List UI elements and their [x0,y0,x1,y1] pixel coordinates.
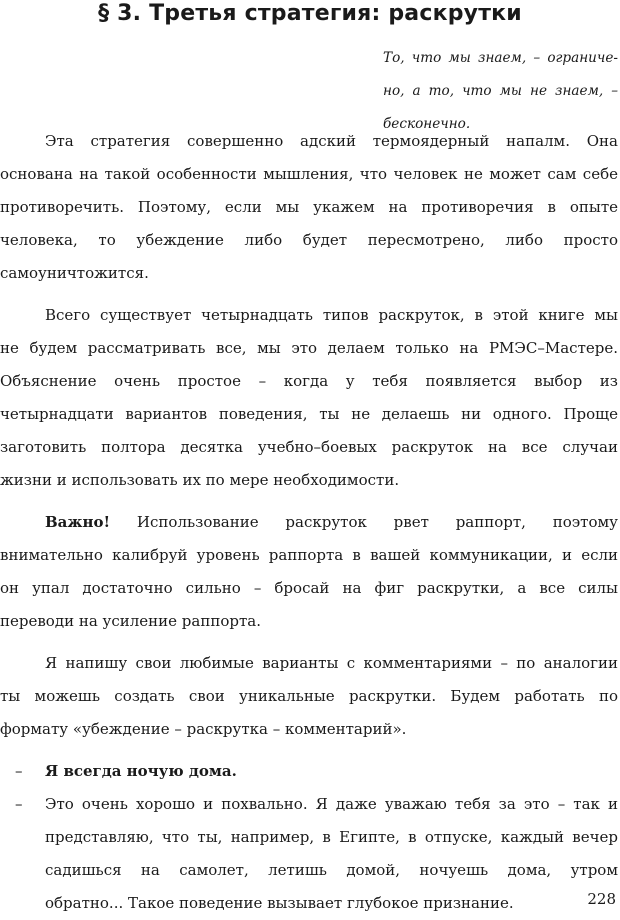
epigraph-line: бесконечно. [383,116,471,132]
paragraph [0,299,618,497]
text-line: самоуничтожится. [0,264,149,282]
bold-lead: Важно! [45,513,111,531]
text-line: Я напишу свои любимые варианты с комментариями – по аналогии [45,654,618,672]
text-line: основана на такой особенности мышления, что человек не может сам себе [0,165,618,183]
text-line: заготовить полтора десятка учебно–боевых раскруток на все случаи [0,438,618,456]
paragraph [0,125,618,290]
text-line: человека, то убеждение либо будет пересмотрено, либо просто [0,231,618,249]
paragraph [0,647,618,746]
body-text [0,125,618,920]
text-line: формату «убеждение – раскрутка – комментарий». [0,720,407,738]
text-line: противоречить. Поэтому, если мы укажем на противоречия в опыте [0,198,618,216]
text-line: ты можешь создать свои уникальные раскрутки. Будем работать по [0,687,618,705]
text-line: он упал достаточно сильно – бросай на фиг раскрутки, а все силы [0,579,618,597]
belief-text: Я всегда ночую дома. [45,762,237,780]
paragraph [0,506,618,638]
text-line: внимательно калибруй уровень раппорта в вашей коммуникации, и если [0,546,618,564]
text-line: жизни и использовать их по мере необходимости. [0,471,400,489]
text-line: Эта стратегия совершенно адский термоядерный напалм. Она [45,132,618,150]
text-line: не будем рассматривать все, мы это делаем только на РМЭС–Мастере. [0,339,618,357]
dash: – [15,762,23,780]
dialog-belief [0,755,618,788]
text-line: обратно... Такое поведение вызывает глубокое признание. [45,894,514,912]
dialog-reply [0,788,618,920]
text-line: Это очень хорошо и похвально. Я даже уважаю тебя за это – так и [45,795,618,813]
page-number: 228 [587,890,616,908]
section-heading: § 3. Третья стратегия: раскрутки [98,1,522,26]
text-fragment: Использование раскруток рвет раппорт, поэтому [110,513,618,531]
text-line: садишься на самолет, летишь домой, ночуешь дома, утром [45,861,618,879]
text-line: Объяснение очень простое – когда у тебя появляется выбор из [0,372,618,390]
epigraph-line: То, что мы знаем, – ограниче- [383,50,618,66]
text-line: четырнадцати вариантов поведения, ты не делаешь ни одного. Проще [0,405,618,423]
dash: – [15,795,23,813]
text-line [0,506,618,539]
text-line: переводи на усиление раппорта. [0,612,261,630]
text-line: представляю, что ты, например, в Египте, в отпуске, каждый вечер [45,828,618,846]
text-line [45,755,618,788]
epigraph-line: но, а то, что мы не знаем, – [383,83,618,99]
text-line: Всего существует четырнадцать типов раскруток, в этой книге мы [45,306,618,324]
